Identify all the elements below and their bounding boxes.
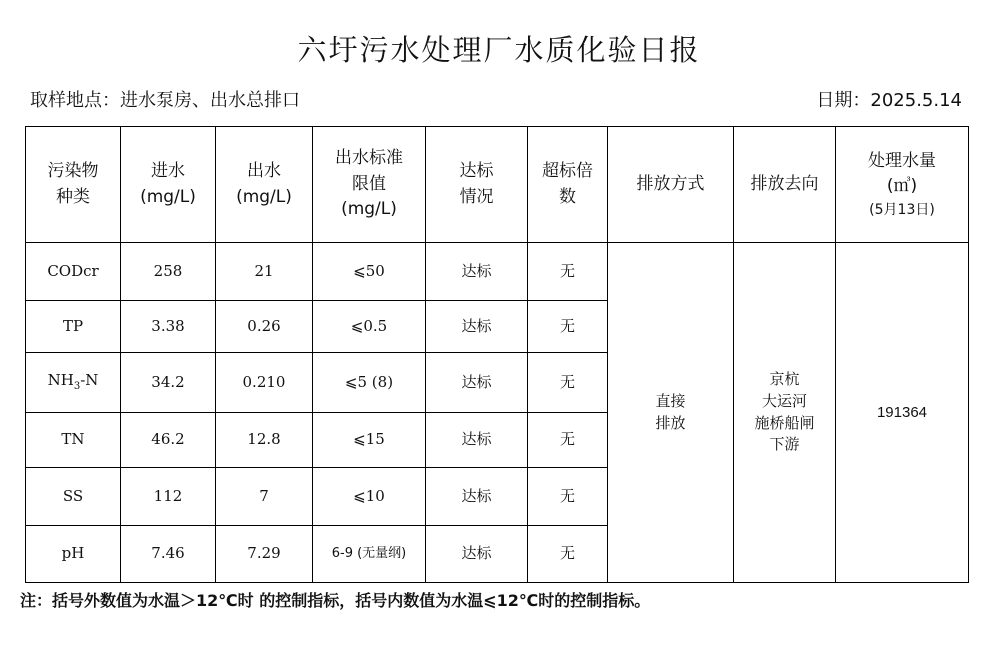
compliance-status: 达标 [426,468,528,526]
outflow-value: 7 [216,468,313,526]
report-title: 六圩污水处理厂水质化验日报 [297,33,701,67]
header-row [26,127,969,243]
inflow-value: 258 [121,243,216,301]
table-row [26,243,969,301]
pollutant-name: TP [26,301,121,353]
pollutant-name: $NH_3-N$ [26,353,121,413]
discharge-method-cell: 直接 排放 [608,243,734,583]
exceed-value: 无 [528,301,608,353]
treatment-volume: 191364 [836,243,969,583]
outflow-value: 7.29 [216,526,313,583]
inflow-value: 7.46 [121,526,216,583]
limit-value: ⩽50 [313,243,426,301]
discharge-direction-cell: 京杭 大运河 施桥船闸 下游 [734,243,836,583]
exceed-value: 无 [528,353,608,413]
water-quality-table [25,126,969,583]
inflow-value: 3.38 [121,301,216,353]
pollutant-name: SS [26,468,121,526]
report-date: 日期：2025.5.14 [816,90,962,111]
exceed-value: 无 [528,468,608,526]
exceed-value: 无 [528,243,608,301]
compliance-status: 达标 [426,526,528,583]
compliance-status: 达标 [426,413,528,468]
compliance-status: 达标 [426,243,528,301]
header-standard: 出水标准 限值 (mg/L) [313,127,426,243]
inflow-value: 34.2 [121,353,216,413]
header-outflow: 出水 (mg/L) [216,127,313,243]
pollutant-name: CODcr [26,243,121,301]
header-discharge-method: 排放方式 [608,127,734,243]
inflow-value: 46.2 [121,413,216,468]
header-inflow: 进水 (mg/L) [121,127,216,243]
limit-value: ⩽5 (8) [313,353,426,413]
header-pollutant: 污染物 种类 [26,127,121,243]
sample-point: 取样地点：进水泵房、出水总排口 [30,90,300,111]
limit-value: ⩽10 [313,468,426,526]
compliance-status: 达标 [426,353,528,413]
limit-value: ⩽0.5 [313,301,426,353]
exceed-value: 无 [528,526,608,583]
header-discharge-direction: 排放去向 [734,127,836,243]
compliance-status: 达标 [426,301,528,353]
header-volume: 处理水量 (㎥) (5月13日) [836,127,969,243]
footnote: 注：括号外数值为水温＞12℃时 的控制指标，括号内数值为水温⩽12℃时的控制指标。 [20,591,651,610]
inflow-value: 112 [121,468,216,526]
exceed-value: 无 [528,413,608,468]
outflow-value: 0.26 [216,301,313,353]
outflow-value: 12.8 [216,413,313,468]
outflow-value: 21 [216,243,313,301]
header-exceed: 超标倍 数 [528,127,608,243]
limit-value: 6-9 (无量纲) [313,526,426,583]
header-compliance: 达标 情况 [426,127,528,243]
pollutant-name: TN [26,413,121,468]
pollutant-name: pH [26,526,121,583]
limit-value: ⩽15 [313,413,426,468]
outflow-value: 0.210 [216,353,313,413]
